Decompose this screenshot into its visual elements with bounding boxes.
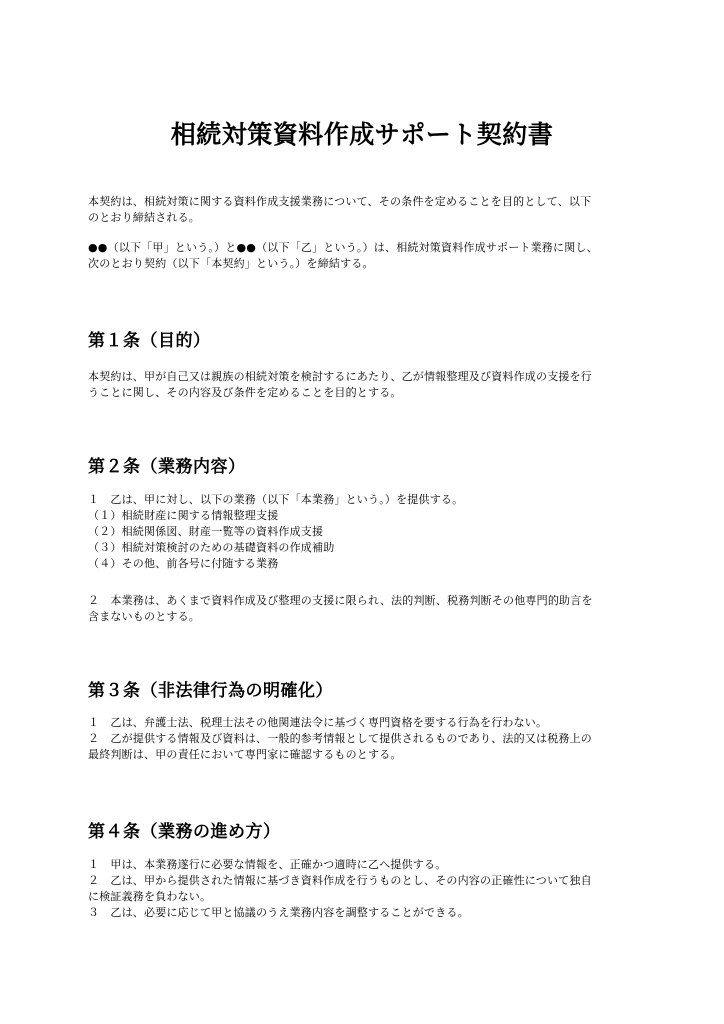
list-item: （１）相続財産に関する情報整理支援 bbox=[88, 509, 279, 522]
article-1-heading: 第１条（目的） bbox=[88, 331, 211, 351]
list-item: （３）相続対策検討のための基礎資料の作成補助 bbox=[88, 541, 335, 554]
article-2-heading: 第２条（業務内容） bbox=[88, 457, 246, 477]
text-line: 含まないものとする。 bbox=[88, 610, 200, 623]
list-item: （２）相続関係図、財産一覧等の資料作成支援 bbox=[88, 525, 324, 538]
list-item: （４）その他、前各号に付随する業務 bbox=[88, 557, 279, 570]
article-3-clauses bbox=[88, 715, 648, 763]
text-line: ２ 本業務は、あくまで資料作成及び整理の支援に限られ、法的判断、税務判断その他専門的助言を bbox=[88, 594, 593, 607]
text-line: 次のとおり契約（以下「本契約」という。）を締結する。 bbox=[88, 257, 374, 270]
text-line: に検証義務を負わない。 bbox=[88, 890, 212, 903]
text-line: うことに関し、その内容及び条件を定めることを目的とする。 bbox=[88, 386, 402, 399]
text-line: のとおり締結される。 bbox=[88, 211, 200, 224]
article-4-heading: 第４条（業務の進め方） bbox=[88, 822, 281, 842]
preamble-paragraph-1 bbox=[88, 194, 648, 226]
article-3-heading: 第３条（非法律行為の明確化） bbox=[88, 681, 333, 701]
text-line: 本契約は、甲が自己又は親族の相続対策を検討するにあたり、乙が情報整理及び資料作成の支援を行 bbox=[88, 370, 592, 383]
text-line: １ 甲は、本業務遂行に必要な情報を、正確かつ適時に乙へ提供する。 bbox=[88, 858, 447, 871]
article-1-paragraph bbox=[88, 369, 648, 401]
preamble-paragraph-2 bbox=[88, 240, 648, 272]
text-line: 最終判断は、甲の責任において専門家に確認するものとする。 bbox=[88, 748, 402, 761]
article-4-clauses bbox=[88, 857, 648, 921]
text-line: ２ 乙は、甲から提供された情報に基づき資料作成を行うものとし、その内容の正確性について独自 bbox=[88, 874, 592, 887]
article-2-clause-2 bbox=[88, 593, 648, 625]
text-line: 本契約は、相続対策に関する資料作成支援業務について、その条件を定めることを目的として、以下 bbox=[88, 195, 592, 208]
text-line: ２ 乙が提供する情報及び資料は、一般的参考情報として提供されるものであり、法的又は税務上の bbox=[88, 732, 592, 745]
text-line: １ 乙は、甲に対し、以下の業務（以下「本業務」という。）を提供する。 bbox=[88, 493, 464, 506]
article-2-clause-1 bbox=[88, 492, 648, 572]
text-line: １ 乙は、弁護士法、税理士法その他関連法令に基づく専門資格を要する行為を行わない。 bbox=[88, 716, 548, 729]
text-line: ３ 乙は、必要に応じて甲と協議のうえ業務内容を調整することができる。 bbox=[88, 906, 469, 919]
document-title: 相続対策資料作成サポート契約書 bbox=[170, 120, 554, 149]
text-line: ●●（以下「甲」という。）と●●（以下「乙」という。）は、相続対策資料作成サポート業務に関し、 bbox=[88, 241, 598, 254]
